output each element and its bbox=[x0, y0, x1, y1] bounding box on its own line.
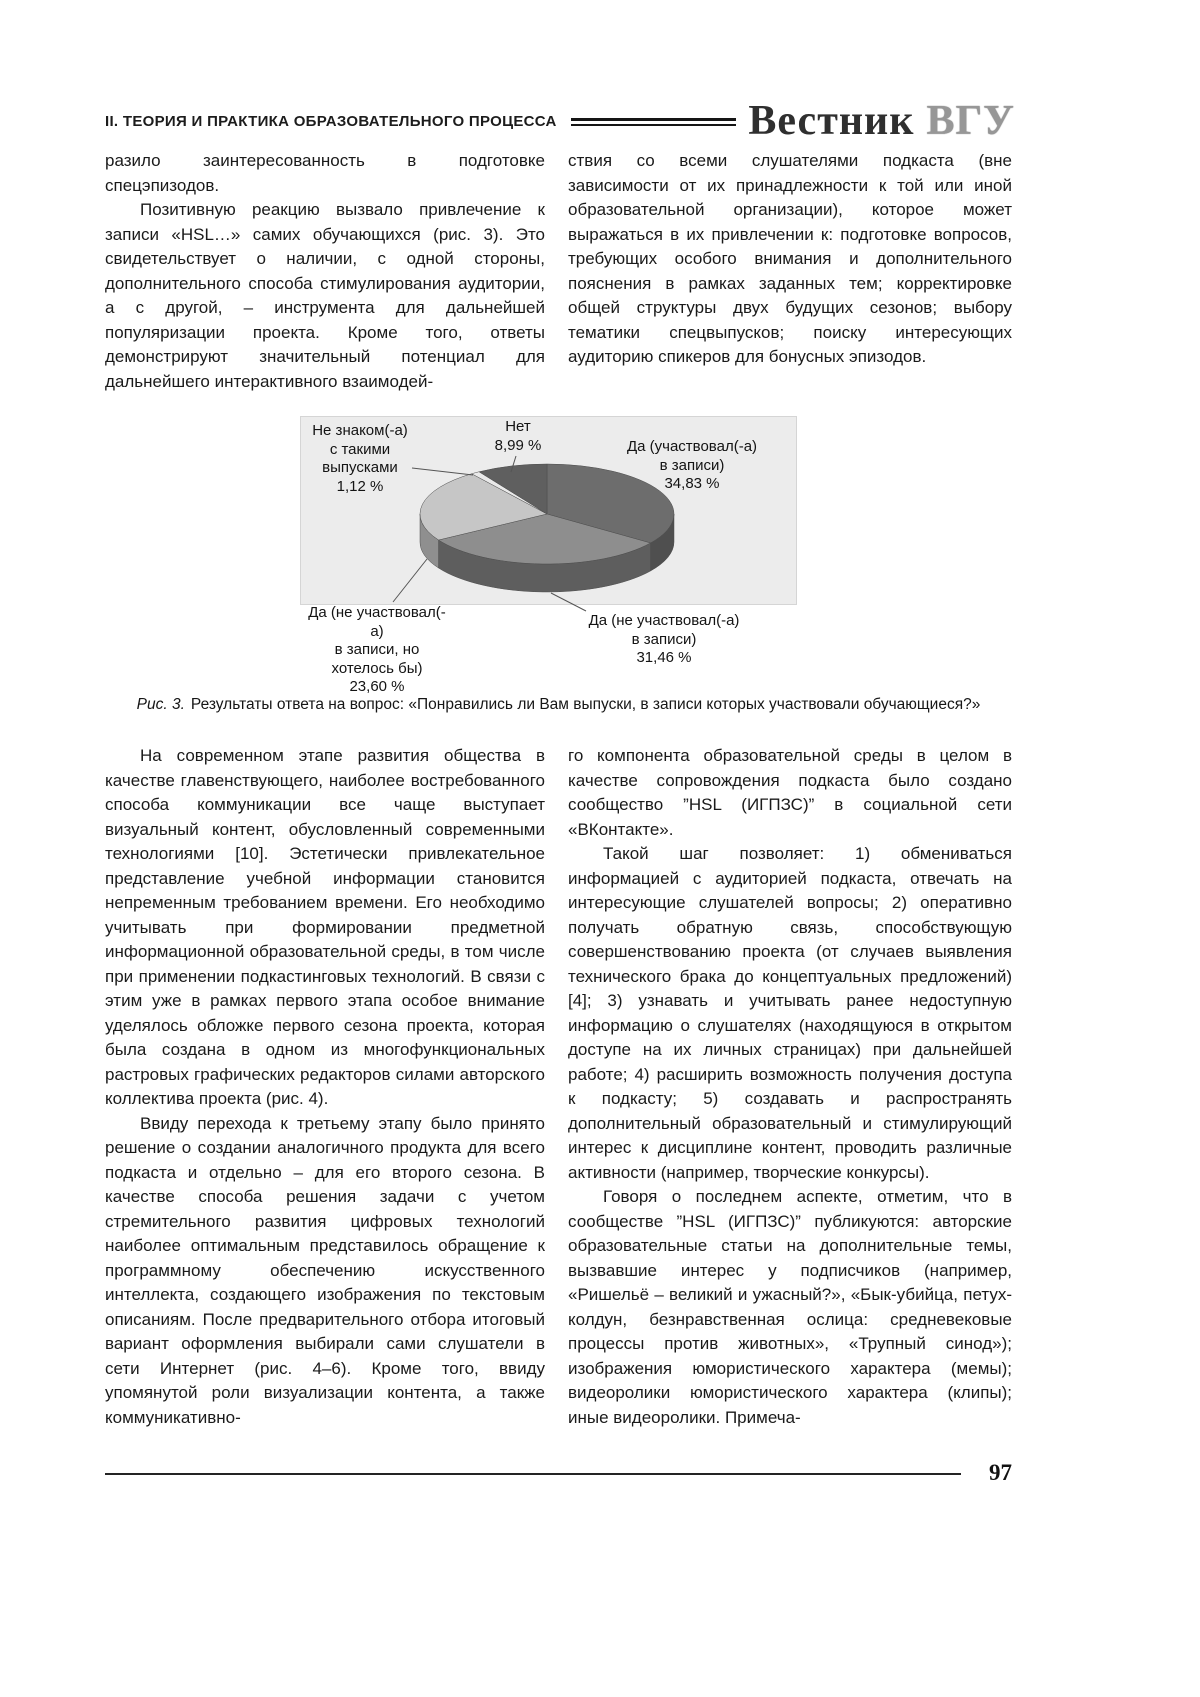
pie-label-yes-not-participated: Да (не участвовал(-а) в записи) 31,46 % bbox=[588, 612, 740, 666]
figure-caption-label: Рис. 3. bbox=[136, 696, 185, 713]
page-number: 97 bbox=[989, 1460, 1012, 1485]
paragraph: го компонента образовательной среды в целом в качестве сопровождения подкаста было создано сообщество ”HSL (ИГПЗС)” в социальной сети «ВКонтакте». bbox=[568, 746, 1012, 839]
figure-pie-chart bbox=[300, 416, 797, 695]
paragraph: На современном этапе развития общества в качестве главенствующего, наиболее востребованного способа коммуникации все чаще выступает визуальный контент, обусловленный современными технологиями [10]. Эстетически привлекательное представление учебной информации становится непременным требованием времени. Его необходимо учитывать при формировании предметной информационной образовательной среды, в том числе при применении подкастинговых технологий. В связи с этим уже в рамках первого этапа особое внимание уделялось обложке первого сезона проекта, которая была создана в одном из многофункциональных растровых графических редакторов силами авторского коллектива проекта (рис. 4). bbox=[105, 746, 545, 1108]
journal-logo bbox=[748, 100, 1015, 142]
bottom-left-column bbox=[105, 744, 545, 1430]
journal-logo-word-1: Вестник bbox=[748, 98, 915, 144]
paragraph: Говоря о последнем аспекте, отметим, что в сообществе ”HSL (ИГПЗС)” публикуются: авторские образовательные статьи на дополнительные темы, вызвавшие интерес у подписчиков (например, «Ришельё – великий и ужасный?», «Бык-убийца, петух-колдун, безнравственная ослица: средневековые процессы против животных», «Трупный синод»); изображения юмористического характера (мемы); видеоролики юмористического характера (клипы); иные видеоролики. Примеча- bbox=[568, 1187, 1012, 1427]
pie-label-unfamiliar: Не знаком(-а) с такими выпусками 1,12 % bbox=[312, 422, 408, 495]
journal-logo-word-2: ВГУ bbox=[926, 98, 1015, 144]
paragraph: Позитивную реакцию вызвало привлечение к записи «HSL…» самих обучающихся (рис. 3). Это свидетельствует о наличии, с одной стороны, дополнительного способа стимулирования аудитории, а с другой, – инструмента для дальнейшей популяризации проекта. Кроме того, ответы демонстрируют значительный потенциал для дальнейшего интерактивного взаимодей- bbox=[105, 200, 545, 391]
pie-label-yes-participated: Да (участвовал(-а) в записи) 34,83 % bbox=[626, 438, 758, 492]
top-right-column bbox=[568, 149, 1012, 370]
bottom-right-column bbox=[568, 744, 1012, 1430]
section-title: II. ТЕОРИЯ И ПРАКТИКА ОБРАЗОВАТЕЛЬНОГО ПРОЦЕССА bbox=[105, 112, 557, 130]
top-left-column bbox=[105, 149, 545, 394]
paragraph: Такой шаг позволяет: 1) обмениваться информацией с аудиторией подкаста, отвечать на интересующие слушателей вопросы; 2) оперативно получать обратную связь, способствующую совершенствованию проекта (от случаев выявления технического брака до концептуальных предложений) [4]; 3) узнавать и учитывать ранее недоступную информацию о слушателях (находящуюся в открытом доступе на их личных страницах) при дальнейшей работе; 4) расширить возможность получения доступа к подкасту; 5) создавать и распространять дополнительный образовательный и стимулирующий интерес к дисциплине контент, проводить различные активности (например, творческие конкурсы). bbox=[568, 844, 1012, 1182]
pie-label-no: Нет 8,99 % bbox=[494, 418, 542, 454]
paragraph: разило заинтересованность в подготовке спецэпизодов. bbox=[105, 151, 545, 195]
page-header bbox=[105, 100, 1015, 142]
footer-rule bbox=[105, 1473, 961, 1475]
paragraph: Ввиду перехода к третьему этапу было принято решение о создании аналогичного продукта для всего подкаста и отдельно – для его второго сезона. В качестве способа решения задачи с учетом стремительного развития цифровых технологий наиболее оптимальным представилось обращение к программному обеспечению искусственного интеллекта, создающего изображения по текстовым описаниям. После предварительного отбора итоговый вариант оформления выбирали сами слушатели в сети Интернет (рис. 4–6). Кроме того, ввиду упомянутой роли визуализации контента, а также коммуникативно- bbox=[105, 1113, 545, 1427]
page-footer bbox=[105, 1460, 1012, 1486]
pie-label-wanted-to: Да (не участвовал(-а) в записи, но хотелось бы) 23,60 % bbox=[308, 604, 446, 695]
figure-caption-text: Результаты ответа на вопрос: «Понравились ли Вам выпуски, в записи которых участвовали обучающиеся?» bbox=[190, 696, 981, 713]
paragraph: ствия со всеми слушателями подкаста (вне зависимости от их принадлежности к той или иной образовательной организации), которое может выражаться в их привлечении к: подготовке вопросов, требующих особого внимания и дополнительного пояснения в рамках заданных тем; корректировке общей структуры двух будущих сезонов; выбору тематики спецвыпусков; поиску интересующих аудиторию спикеров для бонусных эпизодов. bbox=[568, 151, 1012, 366]
figure-caption bbox=[105, 696, 1012, 714]
header-rule bbox=[571, 118, 737, 126]
